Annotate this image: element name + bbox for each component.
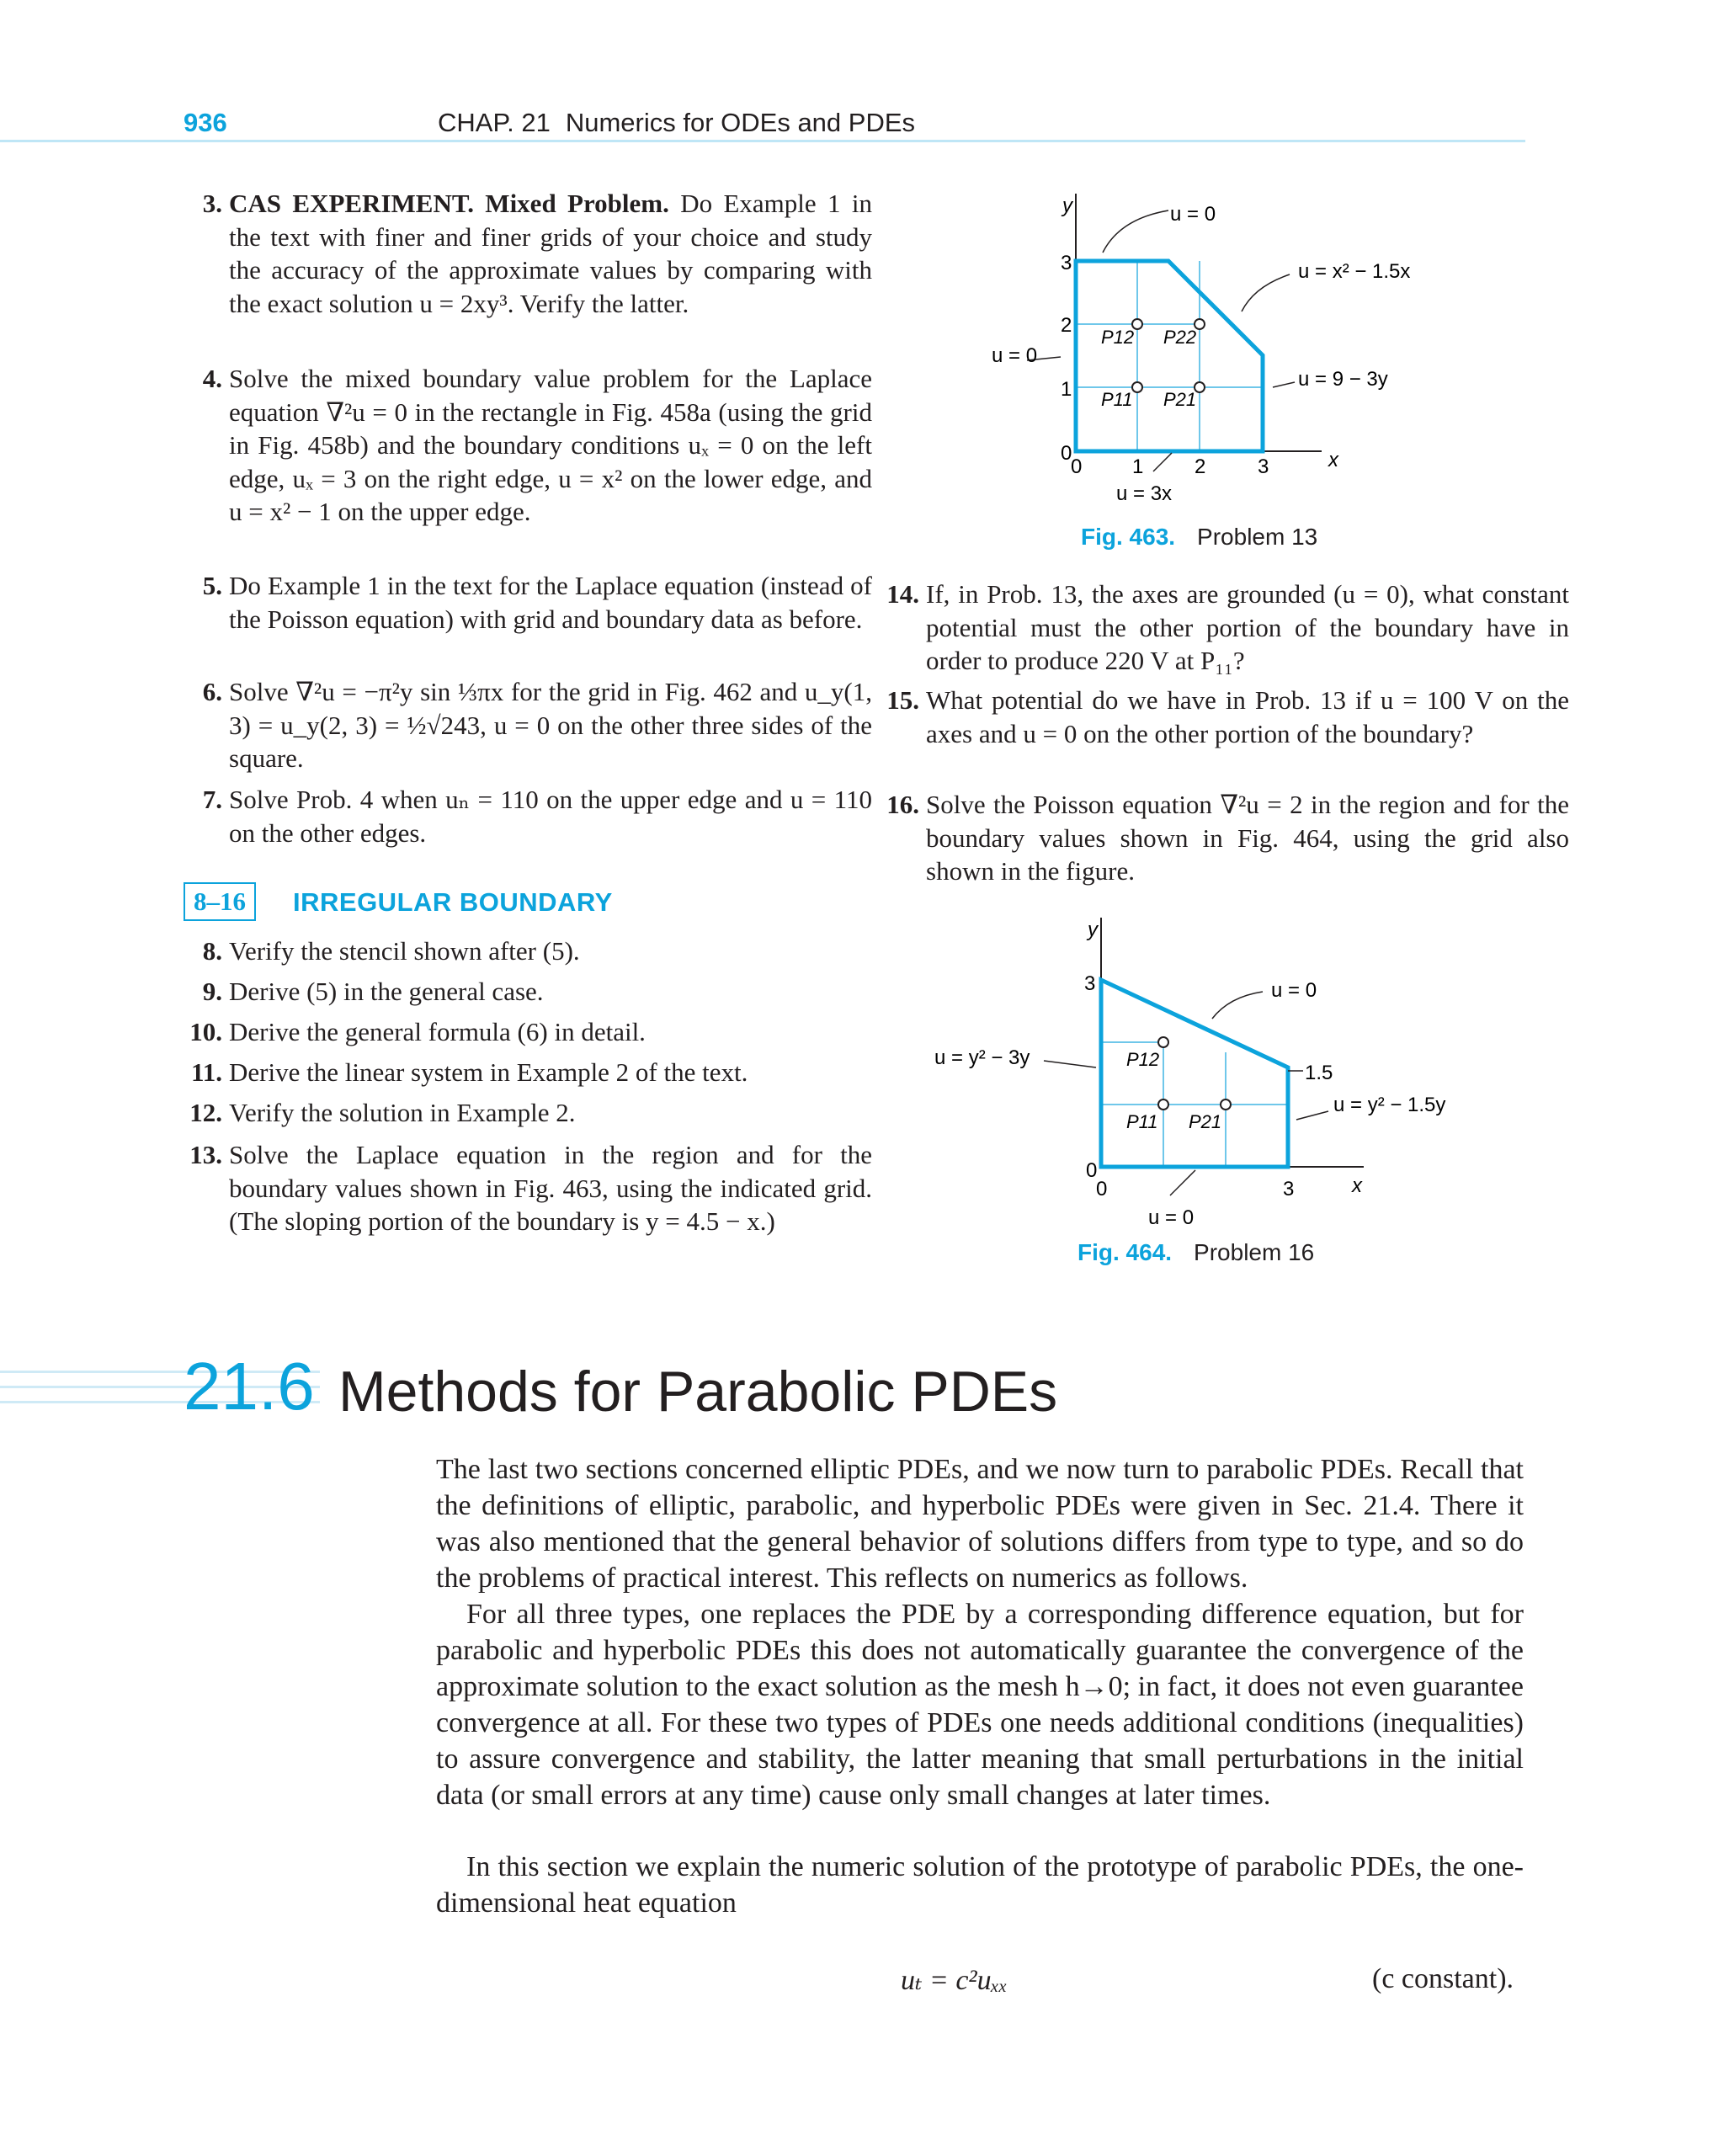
chapter-title: Numerics for ODEs and PDEs (565, 108, 916, 137)
fig464-tick-y-0: 0 (1086, 1159, 1098, 1182)
problem-number: 5. (202, 571, 222, 600)
problem-number: 16. (886, 790, 919, 819)
fig464-point-label: P12 (1126, 1049, 1160, 1070)
fig463-caption (1081, 524, 1317, 551)
fig464-right-label: u = y² − 1.5y (1333, 1094, 1446, 1116)
problem-text: Solve the mixed boundary value problem for the Laplace equation ∇²u = 0 in the rectangle in Fig. 458a (using the grid in Fig. 458b) and the boundary conditions uₓ = 0 on the left edge, uₓ = 3 on the right edge, u = x² on the lower edge, and u = x² − 1 on the upper edge. (229, 364, 872, 526)
problem-range-box: 8–16 (184, 882, 256, 921)
grid-point-p12 (1158, 1037, 1168, 1047)
fig463-point-label: P11 (1101, 389, 1133, 410)
fig464-point-label: P21 (1189, 1111, 1222, 1132)
problem-text: Verify the stencil shown after (5). (229, 936, 580, 966)
section-number: 21.6 (184, 1349, 315, 1424)
fig463-point-label: P22 (1163, 327, 1197, 348)
problem-text: Solve ∇²u = −π²y sin ⅓πx for the grid in Fig. 462 and u_y(1, 3) = u_y(2, 3) = ½√243, u = 0 on the other three sides of the square. (229, 677, 872, 773)
problem-group-title: IRREGULAR BOUNDARY (293, 887, 613, 917)
chapter-label: CHAP. 21 (438, 108, 551, 137)
problem-3 (184, 187, 872, 320)
fig463-tick-y-3: 3 (1061, 252, 1072, 274)
fig463-tick-x-0: 0 (1071, 455, 1083, 478)
problem-number: 4. (202, 364, 222, 393)
fig463-bottom-label: u = 3x (1116, 482, 1173, 505)
problem-16 (881, 788, 1569, 888)
problem-number: 13. (189, 1140, 222, 1169)
problem-8 (184, 934, 872, 968)
figure-463 (968, 185, 1411, 522)
figure-464 (918, 909, 1507, 1229)
problem-9 (184, 975, 872, 1009)
fig464-tick-x-3: 3 (1283, 1178, 1295, 1200)
fig464-caption-text: Problem 16 (1194, 1239, 1315, 1265)
running-header (438, 108, 915, 138)
fig463-tick-x-2: 2 (1195, 455, 1206, 478)
problem-number: 12. (189, 1098, 222, 1127)
problem-4 (184, 362, 872, 529)
fig463-tick-x-1: 1 (1132, 455, 1144, 478)
fig464-tick-1-5: 1.5 (1305, 1062, 1333, 1084)
grid-point-p11 (1132, 382, 1142, 392)
problem-10 (184, 1015, 872, 1049)
fig463-point-label: P12 (1101, 327, 1135, 348)
equation-note: (c constant). (1372, 1963, 1514, 1994)
problem-text: Derive the linear system in Example 2 of the text. (229, 1057, 748, 1087)
grid-point-p21 (1221, 1099, 1231, 1110)
problem-12 (184, 1096, 872, 1130)
problem-number: 7. (202, 785, 222, 814)
page-number: 936 (184, 108, 227, 137)
grid-point-p11 (1158, 1099, 1168, 1110)
problem-lead: CAS EXPERIMENT. Mixed Problem. (229, 189, 669, 218)
problem-text: What potential do we have in Prob. 13 if u = 100 V on the axes and u = 0 on the other portion of the boundary? (926, 685, 1569, 748)
problem-number: 6. (202, 677, 222, 706)
problem-6 (184, 675, 872, 775)
fig463-point-label: P21 (1163, 389, 1197, 410)
fig463-tick-y-0: 0 (1061, 442, 1072, 465)
problem-number: 14. (886, 579, 919, 609)
fig463-tick-y-2: 2 (1061, 314, 1072, 337)
fig463-slope-label: u = x² − 1.5x (1298, 260, 1411, 283)
fig463-right-label: u = 9 − 3y (1298, 368, 1388, 391)
fig463-left-label: u = 0 (992, 344, 1038, 367)
fig464-slope-label: u = 0 (1271, 979, 1317, 1002)
fig463-y-label: y (1062, 194, 1072, 217)
problem-text: Derive the general formula (6) in detail. (229, 1017, 646, 1046)
problem-7 (184, 783, 872, 849)
fig464-tick-y-3: 3 (1084, 972, 1096, 995)
fig463-tick-x-3: 3 (1258, 455, 1269, 478)
problem-text: Solve Prob. 4 when uₙ = 110 on the upper edge and u = 110 on the other edges. (229, 785, 872, 848)
fig464-tick-x-0: 0 (1096, 1178, 1108, 1200)
fig464-caption (1078, 1239, 1314, 1266)
problem-14 (881, 578, 1569, 678)
problem-text: Do Example 1 in the text with finer and finer grids of your choice and study the accuracy of the approximate values by comparing with the exact solution u = 2xy³. Verify the latter. (229, 189, 872, 318)
fig464-bottom-label: u = 0 (1148, 1206, 1195, 1229)
fig463-tick-y-1: 1 (1061, 378, 1072, 401)
fig463-x-label: x (1328, 449, 1338, 471)
problem-text: Do Example 1 in the text for the Laplace equation (instead of the Poisson equation) with grid and boundary data as before. (229, 571, 872, 634)
problem-text: Verify the solution in Example 2. (229, 1098, 576, 1127)
problem-15 (881, 684, 1569, 750)
problem-text: Derive (5) in the general case. (229, 977, 544, 1006)
fig464-point-label: P11 (1126, 1111, 1158, 1132)
section-title: Methods for Parabolic PDEs (338, 1360, 1058, 1424)
problem-5 (184, 569, 872, 636)
problem-13 (184, 1138, 872, 1238)
problem-number: 9. (202, 977, 222, 1006)
body-paragraph-3: In this section we explain the numeric solution of the prototype of parabolic PDEs, the one-dimensional heat equation (436, 1851, 1524, 1919)
body-paragraph-2: For all three types, one replaces the PDE by a corresponding difference equation, but for parabolic and hyperbolic PDEs this does not automatically guarantee the convergence of the approximate solution to the exact solution as the mesh h→0; in fact, it does not even guarantee convergence at all. For these two types of PDEs one needs additional conditions (inequalities) to assure convergence and stability, the latter meaning that small perturbations in the initial data (or small errors at any time) cause only small changes at later times. (436, 1599, 1524, 1811)
fig463-caption-text: Problem 13 (1197, 524, 1318, 550)
heat-equation: uₜ = c²uₓₓ (901, 1965, 1008, 1996)
fig463-top-label: u = 0 (1170, 203, 1216, 226)
body-paragraph-1: The last two sections concerned elliptic PDEs, and we now turn to parabolic PDEs. Recall that the definitions of elliptic, parabolic, and hyperbolic PDEs were given in Sec. 21.4. There it was also mentioned that the general behavior of solutions differs from type to type, and so do the problems of practical interest. This reflects on numerics as follows. (436, 1454, 1524, 1594)
problem-number: 10. (189, 1017, 222, 1046)
problem-text: Solve the Poisson equation ∇²u = 2 in the region and for the boundary values shown in Fig. 464, using the grid also shown in the figure. (926, 790, 1569, 886)
problem-number: 15. (886, 685, 919, 715)
header-rule (0, 140, 1525, 142)
fig464-x-label: x (1352, 1174, 1362, 1197)
fig464-y-label: y (1088, 918, 1098, 941)
fig463-caption-label: Fig. 463. (1081, 524, 1176, 550)
problem-number: 3. (202, 189, 222, 218)
problem-number: 11. (190, 1057, 222, 1087)
fig464-caption-label: Fig. 464. (1078, 1239, 1173, 1265)
problem-11 (184, 1056, 872, 1089)
problem-number: 8. (202, 936, 222, 966)
problem-text: If, in Prob. 13, the axes are grounded (u = 0), what constant potential must the other portion of the boundary have in order to produce 220 V at P₁₁? (926, 579, 1569, 675)
region-boundary (1076, 261, 1263, 451)
region-boundary (1101, 980, 1288, 1167)
fig464-left-label: u = y² − 3y (934, 1046, 1030, 1069)
problem-text: Solve the Laplace equation in the region and for the boundary values shown in Fig. 463, using the indicated grid. (The sloping portion of the boundary is y = 4.5 − x.) (229, 1140, 872, 1236)
